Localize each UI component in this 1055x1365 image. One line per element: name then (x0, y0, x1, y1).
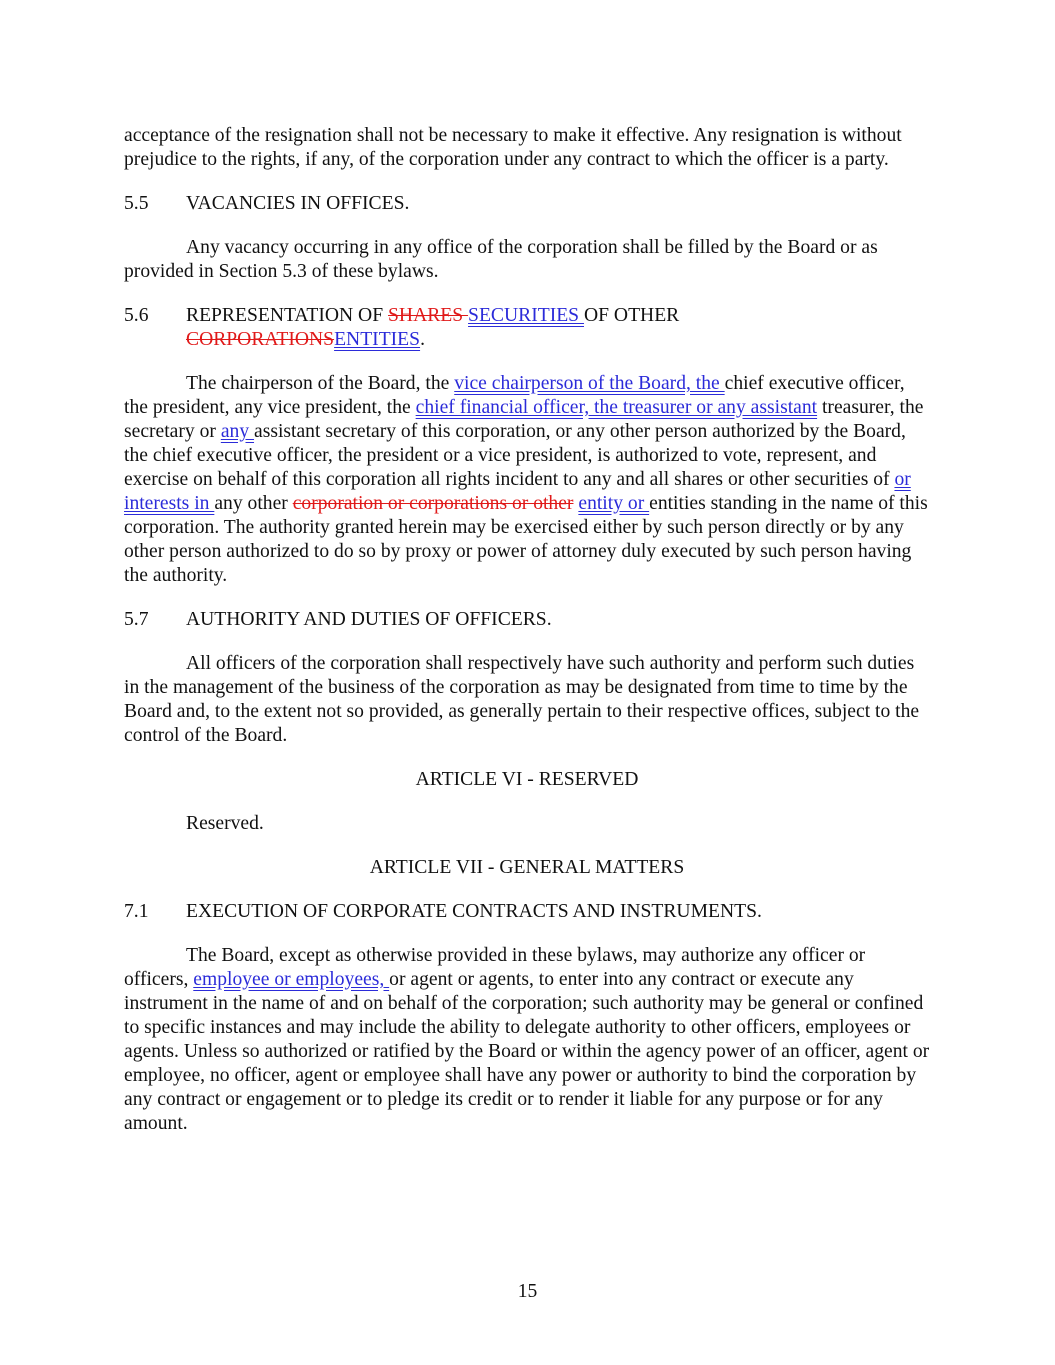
section-title: VACANCIES IN OFFICES. (186, 193, 410, 214)
deleted-text: SHARES (388, 305, 469, 326)
article-7-heading: ARTICLE VII - GENERAL MATTERS (369, 857, 685, 878)
inserted-text: or interests in (124, 469, 911, 514)
body-text: The Board, except as otherwise provided in these bylaws, may authorize any officer or officers, (124, 945, 866, 990)
title-text: . (420, 329, 425, 350)
body-text: or agent or agents, to enter into any contract or execute any instrument in the name of and on behalf of the corporation; such authority may be general or confined to specific instances and may include the ability to delegate authority to other officers, employees or agents. Unless so authorized or ratified by the Board or within the agency power of an officer, agent or employee, no officer, agent or employee shall have any power or authority to bind the corporation by any contract or engagement or to pledge its credit or to render it liable for any purpose or for any amount. (124, 969, 930, 1134)
inserted-text: employee or employees, (193, 969, 390, 990)
carryover-paragraph: acceptance of the resignation shall not be necessary to make it effective. Any resignation is without prejudice to the rights, if any, of the corporation under any contract to which the officer is a party. (124, 125, 902, 170)
page-number: 15 (517, 1281, 538, 1302)
inserted-text: vice chairperson of the Board, the (454, 373, 725, 394)
article-6-body: Reserved. (186, 813, 264, 834)
section-title: AUTHORITY AND DUTIES OF OFFICERS. (186, 609, 552, 630)
inserted-text: SECURITIES (468, 305, 584, 326)
inserted-text: ENTITIES (334, 329, 421, 350)
section-5-5-body: Any vacancy occurring in any office of the corporation shall be filled by the Board or as provided in Section 5.3 of these bylaws. (124, 237, 878, 282)
section-number: 7.1 (124, 901, 149, 922)
section-7-1-body (124, 944, 930, 1136)
body-text: chief executive officer, the president, any vice president, the (124, 373, 905, 418)
section-7-1-heading (124, 900, 930, 924)
article-6-heading: ARTICLE VI - RESERVED (415, 769, 639, 790)
inserted-text: entity or (578, 493, 650, 514)
body-text: The chairperson of the Board, the (186, 373, 455, 394)
section-title: EXECUTION OF CORPORATE CONTRACTS AND INSTRUMENTS. (186, 901, 762, 922)
title-text: REPRESENTATION OF (186, 305, 389, 326)
section-5-6-heading (124, 304, 930, 352)
deleted-text: corporation or corporations or other (292, 493, 574, 514)
section-title (186, 304, 930, 352)
body-text: treasurer, the secretary or (124, 397, 924, 442)
body-text: entities standing in the name of this corporation. The authority granted herein may be exercised either by such person directly or by any other person authorized to do so by proxy or power of attorney duly executed by such person having the authority. (124, 493, 928, 586)
title-text: OF OTHER (583, 305, 680, 326)
deleted-text: CORPORATIONS (186, 329, 335, 350)
inserted-text: any (220, 421, 255, 442)
section-5-7-body: All officers of the corporation shall respectively have such authority and perform such duties in the management of the business of the corporation as may be designated from time to time by the Board and, to the extent not so provided, as generally pertain to their respective offices, subject to the control of the Board. (124, 653, 920, 746)
body-text: any other (214, 493, 293, 514)
section-5-7-heading (124, 608, 930, 632)
body-text: assistant secretary of this corporation, or any other person authorized by the Board, the chief executive officer, the president or a vice president, is authorized to vote, represent, and exercise on behalf of this corporation all rights incident to any and all shares or other securities of (124, 421, 906, 490)
inserted-text: chief financial officer, the treasurer or any assistant (415, 397, 818, 418)
section-number: 5.5 (124, 193, 149, 214)
section-5-6-body (124, 372, 930, 588)
section-number: 5.6 (124, 305, 149, 326)
section-5-5-heading (124, 192, 930, 216)
document-page (124, 124, 930, 1156)
section-number: 5.7 (124, 609, 149, 630)
